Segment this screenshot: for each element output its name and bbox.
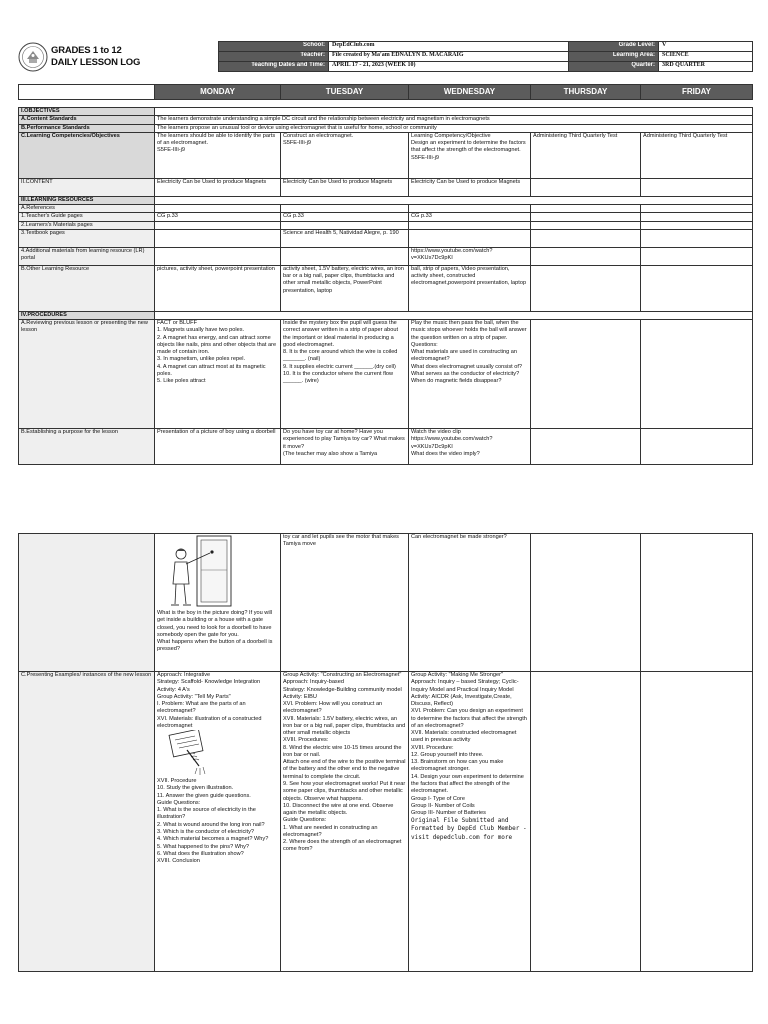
- other-resource-monday: pictures, activity sheet, powerpoint presentation: [155, 265, 281, 311]
- area-label: Learning Area:: [569, 52, 659, 62]
- other-resource-tuesday: activity sheet, 1.5V battery, electric wires, an iron bar or a big nail, paper clips, thumbtacks and other small metallic objects, PowerPoint presentation, laptop: [281, 265, 409, 311]
- day-friday: FRIDAY: [641, 85, 753, 100]
- content-monday: Electricity Can be Used to produce Magnets: [155, 178, 281, 196]
- additional-materials-wednesday[interactable]: https://www.youtube.com/watch?v=XKUs7Dc9pKI: [409, 247, 531, 265]
- purpose-tuesday: Do you have toy car at home? Have you experienced to play Tamiya toy car? What makes it move? (The teacher may also show a Tamiya: [281, 429, 409, 465]
- content-label: II.CONTENT: [19, 178, 155, 196]
- lesson-log-table-continued: [18, 533, 753, 972]
- teacher-value: File created by Ma'am EDNALYN D. MACARAIG: [329, 52, 569, 62]
- presenting-monday-procedure: XVII. Procedure 10. Study the given illustration. 11. Answer the given guide questions. Guide Questions: 1. What is the source of electricity in the illustration? 2. What is wound around the long iron nail? 3. Which is the conductor of electricity? 4. Which material becomes a magnet? Why? 5. What happened to the pins? Why? 6. What does the illustration show? XVIII. Conclusion: [157, 778, 269, 865]
- teachers-guide-label: 1.Teacher's Guide pages: [19, 213, 155, 221]
- learning-resources-row: [19, 196, 753, 204]
- page-title: [51, 45, 140, 69]
- purpose-row: [19, 429, 753, 465]
- review-monday: FACT or BLUFF 1. Magnets usually have two poles. 2. A magnet has energy, and can attract some objects like nails, pins and other objects that are made of contain iron. 3. In magnetism, unlike poles repel. 4. A magnet can attract most at its magnetic poles. 5. Like poles attract: [155, 320, 281, 429]
- review-row: [19, 320, 753, 429]
- electromagnet-illustration: [157, 730, 217, 778]
- doorbell-questions: What is the boy in the picture doing? If you will get inside a building or a house with a gate closed, you need to look for a doorbell to have somebody open the gate for you. What happens when the button of a doorbell is pressed?: [157, 610, 273, 653]
- performance-standards-label: B.Performance Standards: [19, 124, 155, 132]
- day-tuesday: TUESDAY: [281, 85, 409, 100]
- review-tuesday: Inside the mystery box the pupil will guess the correct answer written in a strip of paper about the important or ideal material in producing a good electromagnet. 8. It is the core around which the wire is coiled _______. (nail) 9. It supplies electric current ______.(dry cell) 10. It is the conductor where the current flow ______. (wire): [281, 320, 409, 429]
- content-standards-label: A.Content Standards: [19, 116, 155, 124]
- competencies-monday: The learners should be able to identify the parts of an electromagnet. S5FE-IIIi-j9: [155, 132, 281, 178]
- grade-label: Grade Level:: [569, 42, 659, 52]
- presenting-monday-intro: Approach: Integrative Strategy: Scaffold- Knowledge Integration Activity: 4 A's Group Activity: "Tell My Parts" I. Problem: What are the parts of an electromagnet? XVI. Materials: illustration of a constructed electromagnet: [157, 672, 262, 729]
- review-wednesday: Play the music then pass the ball, when the music stops whoever holds the ball will answer the question written on a strip of paper. Questions: What materials are used in constructing an electromagnet? What does electromagnet usually consist of? What serves as the conductor of electricity? When do magnetic fields disappear?: [409, 320, 531, 429]
- procedures-label: IV.PROCEDURES: [19, 311, 155, 319]
- additional-materials-label: 4.Additional materials from learning resource (LR) portal: [19, 247, 155, 265]
- competencies-thursday: Administering Third Quarterly Test: [531, 132, 641, 178]
- competencies-friday: Administering Third Quarterly Test: [641, 132, 753, 178]
- deped-seal-icon: [18, 42, 48, 72]
- objectives-label: I.OBJECTIVES: [19, 108, 155, 116]
- school-label: School:: [219, 42, 329, 52]
- school-value: DepEdClub.com: [329, 42, 569, 52]
- purpose-continued-row: [19, 534, 753, 672]
- presenting-label: C.Presenting Examples/ instances of the new lesson: [19, 672, 155, 972]
- content-standards-value: The learners demonstrate understanding a simple DC circuit and the relationship between electricity and magnetism in electromagnets: [155, 116, 753, 124]
- purpose-monday: Presentation of a picture of boy using a doorbell: [155, 429, 281, 465]
- performance-standards-value: The learners propose an unusual tool or device using electromagnet that is useful for home, school or community: [155, 124, 753, 132]
- learning-resources-label: III.LEARNING RESOURCES: [19, 196, 155, 204]
- quarter-label: Quarter:: [569, 62, 659, 72]
- presenting-wednesday: [409, 672, 531, 972]
- textbook-label: 3.Textbook pages: [19, 229, 155, 247]
- learners-materials-row: [19, 221, 753, 229]
- lesson-log-header: [18, 41, 752, 75]
- dates-label: Teaching Dates and Time:: [219, 62, 329, 72]
- other-resource-wednesday: ball, strip of papers, Video presentation, activity sheet, constructed electromagnet,powerpoint presentation, laptop: [409, 265, 531, 311]
- teachers-guide-monday: CG p.33: [155, 213, 281, 221]
- textbook-tuesday: Science and Health 5, Natividad Alegre, p. 190: [281, 229, 409, 247]
- day-thursday: THURSDAY: [531, 85, 641, 100]
- purpose-continued-wednesday: Can electromagnet be made stronger?: [409, 534, 531, 672]
- title-line-1: GRADES 1 to 12: [51, 45, 122, 56]
- competencies-wednesday: Learning Competency/Objective Design an experiment to determine the factors that affect the strength of the electromagnet. S5FE-IIIi-j9: [409, 132, 531, 178]
- performance-standards-row: [19, 124, 753, 132]
- competencies-tuesday: Construct an electromagnet. S5FE-IIIi-j9: [281, 132, 409, 178]
- day-header-row: [19, 85, 753, 100]
- teachers-guide-tuesday: CG p.33: [281, 213, 409, 221]
- other-resource-label: B.Other Learning Resource: [19, 265, 155, 311]
- day-monday: MONDAY: [155, 85, 281, 100]
- content-wednesday: Electricity Can be Used to produce Magnets: [409, 178, 531, 196]
- teachers-guide-wednesday: CG p.33: [409, 213, 531, 221]
- other-resource-row: [19, 265, 753, 311]
- grade-value: V: [659, 42, 753, 52]
- lesson-log-table: [18, 84, 753, 465]
- dates-value: APRIL 17 - 21, 2023 (WEEK 10): [329, 62, 569, 72]
- content-tuesday: Electricity Can be Used to produce Magnets: [281, 178, 409, 196]
- review-label: A.Reviewing previous lesson or presenting the new lesson: [19, 320, 155, 429]
- content-row: [19, 178, 753, 196]
- presenting-tuesday: Group Activity: "Constructing an Electromagnet" Approach: Inquiry-based Strategy: Knowledge-Building community model Activity: EIBU XVI. Problem: How will you construct an electromagnet? XVII. Materials: 1.5V battery, electric wires, an iron bar or a big nail, paper clips, thumbtacks and other small metallic objects XVIII. Procedures: 8. Wind the electric wire 10-15 times around the iron bar or nail. Attach one end of the wire to the positive terminal of the battery and the other end to the negative terminal to complete the circuit. 9. See how your electromagnet works! Put it near some paper clips, thumbtacks and other metallic objects. Observe what happens. 10. Disconnect the wire at one end. Observe again the metallic objects. Guide Questions: 1. What are needed in constructing an electromagnet? 2. Where does the strength of an electromagnet come from?: [281, 672, 409, 972]
- teacher-label: Teacher:: [219, 52, 329, 62]
- area-value: SCIENCE: [659, 52, 753, 62]
- lesson-log-page-1: [18, 84, 752, 465]
- presenting-wednesday-text: Group Activity: "Making Me Stronger" Approach: Inquiry – based Strategy; Cyclic-Inquiry Model and Practical Inquiry Model Activity: AICDR (Ask, Investigate,Create, Discuss, Reflect) XVI. Problem: Can you design an experiment to determine the factors that affect the strength of an electromagnet? XVII. Materials: constructed electromagnet used in previous activity XVIII. Procedure: 12. Group yourself into three. 13. Brainstorm on how can you make electromagnet stronger. 14. Design your own experiment to determine the factors that affect the strength of the electromagnet. Group I- Type of Core Group II- Number of Coils Group III- Number of Batteries: [411, 672, 527, 817]
- procedures-row: [19, 311, 753, 319]
- content-standards-row: [19, 116, 753, 124]
- depedclub-watermark: Original File Submitted and Formatted by DepEd Club Member - visit depedclub.com for more: [411, 817, 527, 841]
- references-label: A.References: [19, 205, 155, 213]
- additional-materials-row: [19, 247, 753, 265]
- purpose-continued-tuesday: toy car and let pupils see the motor that makes Tamiya move: [281, 534, 409, 672]
- doorbell-boy-illustration: [157, 534, 275, 610]
- objectives-row: [19, 108, 753, 116]
- learners-materials-label: 2.Learners's Materials pages: [19, 221, 155, 229]
- quarter-value: 3RD QUARTER: [659, 62, 753, 72]
- textbook-row: [19, 229, 753, 247]
- purpose-wednesday: Watch the video clip https://www.youtube.com/watch?v=XKUs7Dc9pKI What does the video imply?: [409, 429, 531, 465]
- presenting-row: [19, 672, 753, 972]
- teachers-guide-row: [19, 213, 753, 221]
- references-row: [19, 205, 753, 213]
- lesson-log-page-2: [18, 533, 752, 972]
- purpose-continued-monday: [155, 534, 281, 672]
- day-wednesday: WEDNESDAY: [409, 85, 531, 100]
- competencies-row: [19, 132, 753, 178]
- header-info-table: [218, 41, 753, 72]
- title-line-2: DAILY LESSON LOG: [51, 57, 141, 68]
- presenting-monday: [155, 672, 281, 972]
- competencies-label: C.Learning Competencies/Objectives: [19, 132, 155, 178]
- purpose-label: B.Establishing a purpose for the lesson: [19, 429, 155, 465]
